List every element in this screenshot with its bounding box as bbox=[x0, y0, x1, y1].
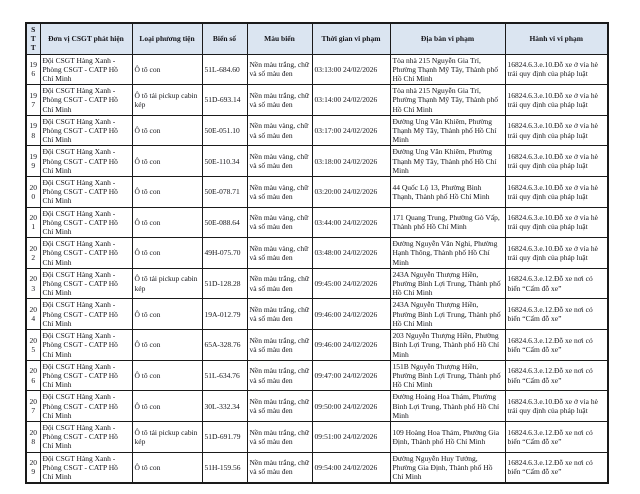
table-row bbox=[26, 299, 608, 330]
cell-violation-time: 09:54:00 24/02/2026 bbox=[312, 452, 390, 483]
cell-unit: Đội CSGT Hàng Xanh - Phòng CSGT - CATP Hồ Chí Minh bbox=[40, 54, 132, 85]
cell-violation-location: Đường Nguyễn Huy Tưởng, Phường Gia Định, Thành phố Hồ Chí Minh bbox=[390, 452, 505, 483]
cell-vehicle-type: Ô tô con bbox=[132, 452, 202, 483]
table-row bbox=[26, 452, 608, 483]
cell-stt: 208 bbox=[26, 421, 40, 452]
cell-violation-location: Tòa nhà 215 Nguyễn Gia Trí, Phường Thạnh Mỹ Tây, Thành phố Hồ Chí Minh bbox=[390, 85, 505, 116]
header-violation-act: Hành vi vi phạm bbox=[505, 23, 608, 54]
cell-unit: Đội CSGT Hàng Xanh - Phòng CSGT - CATP Hồ Chí Minh bbox=[40, 360, 132, 391]
cell-stt: 207 bbox=[26, 391, 40, 422]
header-violation-time: Thời gian vi phạm bbox=[312, 23, 390, 54]
cell-violation-time: 03:20:00 24/02/2026 bbox=[312, 177, 390, 208]
cell-vehicle-type: Ô tô con bbox=[132, 146, 202, 177]
cell-plate-color: Nền màu vàng, chữ và số màu đen bbox=[247, 238, 312, 269]
cell-plate-number: 49H-075.70 bbox=[202, 238, 247, 269]
cell-violation-location: Đường Ung Văn Khiêm, Phường Thạnh Mỹ Tây, Thành phố Hồ Chí Minh bbox=[390, 146, 505, 177]
cell-violation-location: Đường Nguyễn Văn Nghi, Phường Hạnh Thông, Thành phố Hồ Chí Minh bbox=[390, 238, 505, 269]
cell-violation-location: 151B Nguyễn Thượng Hiền, Phường Bình Lợi Trung, Thành phố Hồ Chí Minh bbox=[390, 360, 505, 391]
cell-plate-number: 51L-684.60 bbox=[202, 54, 247, 85]
cell-stt: 200 bbox=[26, 177, 40, 208]
table-body bbox=[26, 54, 608, 483]
cell-violation-time: 03:48:00 24/02/2026 bbox=[312, 238, 390, 269]
cell-vehicle-type: Ô tô con bbox=[132, 207, 202, 238]
cell-violation-time: 09:47:00 24/02/2026 bbox=[312, 360, 390, 391]
cell-plate-number: 65A-328.76 bbox=[202, 330, 247, 361]
cell-violation-act: 16824.6.3.e.10.Đỗ xe ở vỉa hè trái quy định của pháp luật bbox=[505, 115, 608, 146]
cell-violation-location: 243A Nguyễn Thượng Hiền, Phường Bình Lợi Trung, Thành phố Hồ Chí Minh bbox=[390, 299, 505, 330]
cell-violation-act: 16824.6.3.e.12.Đỗ xe nơi có biển “Cấm đỗ xe” bbox=[505, 360, 608, 391]
cell-violation-time: 03:17:00 24/02/2026 bbox=[312, 115, 390, 146]
cell-stt: 204 bbox=[26, 299, 40, 330]
cell-vehicle-type: Ô tô tải pickup cabin kép bbox=[132, 85, 202, 116]
cell-stt: 197 bbox=[26, 85, 40, 116]
table-row bbox=[26, 146, 608, 177]
cell-vehicle-type: Ô tô con bbox=[132, 238, 202, 269]
cell-violation-time: 03:13:00 24/02/2026 bbox=[312, 54, 390, 85]
header-vehicle-type: Loại phương tiện bbox=[132, 23, 202, 54]
table-row bbox=[26, 268, 608, 299]
cell-violation-act: 16824.6.3.e.12.Đỗ xe nơi có biển “Cấm đỗ xe” bbox=[505, 452, 608, 483]
cell-violation-time: 03:14:00 24/02/2026 bbox=[312, 85, 390, 116]
table-row bbox=[26, 85, 608, 116]
cell-violation-location: Đường Ung Văn Khiêm, Phường Thạnh Mỹ Tây, Thành phố Hồ Chí Minh bbox=[390, 115, 505, 146]
cell-violation-location: Tòa nhà 215 Nguyễn Gia Trí, Phường Thạnh Mỹ Tây, Thành phố Hồ Chí Minh bbox=[390, 54, 505, 85]
cell-violation-act: 16824.6.3.e.12.Đỗ xe nơi có biển “Cấm đỗ xe” bbox=[505, 421, 608, 452]
cell-stt: 201 bbox=[26, 207, 40, 238]
table-row bbox=[26, 391, 608, 422]
cell-plate-color: Nền màu vàng, chữ và số màu đen bbox=[247, 115, 312, 146]
table-row bbox=[26, 54, 608, 85]
header-stt: STT bbox=[26, 23, 40, 54]
cell-plate-number: 50E-110.34 bbox=[202, 146, 247, 177]
cell-violation-time: 03:18:00 24/02/2026 bbox=[312, 146, 390, 177]
table-row bbox=[26, 238, 608, 269]
cell-plate-color: Nền màu vàng, chữ và số màu đen bbox=[247, 177, 312, 208]
table-header-row bbox=[26, 23, 608, 54]
cell-violation-time: 09:50:00 24/02/2026 bbox=[312, 391, 390, 422]
cell-violation-act: 16824.6.3.e.10.Đỗ xe ở vỉa hè trái quy định của pháp luật bbox=[505, 85, 608, 116]
cell-vehicle-type: Ô tô con bbox=[132, 360, 202, 391]
cell-violation-time: 09:45:00 24/02/2026 bbox=[312, 268, 390, 299]
cell-violation-act: 16824.6.3.e.10.Đỗ xe ở vỉa hè trái quy định của pháp luật bbox=[505, 207, 608, 238]
cell-unit: Đội CSGT Hàng Xanh - Phòng CSGT - CATP Hồ Chí Minh bbox=[40, 207, 132, 238]
cell-unit: Đội CSGT Hàng Xanh - Phòng CSGT - CATP Hồ Chí Minh bbox=[40, 391, 132, 422]
cell-vehicle-type: Ô tô tải pickup cabin kép bbox=[132, 268, 202, 299]
header-plate-color: Màu biển bbox=[247, 23, 312, 54]
cell-violation-act: 16824.6.3.e.10.Đỗ xe ở vỉa hè trái quy định của pháp luật bbox=[505, 238, 608, 269]
cell-violation-time: 09:51:00 24/02/2026 bbox=[312, 421, 390, 452]
cell-violation-time: 09:46:00 24/02/2026 bbox=[312, 299, 390, 330]
table-row bbox=[26, 421, 608, 452]
cell-violation-act: 16824.6.3.e.12.Đỗ xe nơi có biển “Cấm đỗ xe” bbox=[505, 330, 608, 361]
cell-stt: 205 bbox=[26, 330, 40, 361]
cell-vehicle-type: Ô tô con bbox=[132, 391, 202, 422]
cell-unit: Đội CSGT Hàng Xanh - Phòng CSGT - CATP Hồ Chí Minh bbox=[40, 85, 132, 116]
header-unit: Đơn vị CSGT phát hiện bbox=[40, 23, 132, 54]
cell-violation-location: 44 Quốc Lộ 13, Phường Bình Thạnh, Thành phố Hồ Chí Minh bbox=[390, 177, 505, 208]
table-row bbox=[26, 115, 608, 146]
cell-plate-number: 30L-332.34 bbox=[202, 391, 247, 422]
document-page bbox=[25, 22, 609, 484]
cell-stt: 203 bbox=[26, 268, 40, 299]
cell-unit: Đội CSGT Hàng Xanh - Phòng CSGT - CATP Hồ Chí Minh bbox=[40, 115, 132, 146]
cell-vehicle-type: Ô tô tải pickup cabin kép bbox=[132, 421, 202, 452]
header-violation-location: Địa bàn vi phạm bbox=[390, 23, 505, 54]
cell-plate-color: Nền màu vàng, chữ và số màu đen bbox=[247, 146, 312, 177]
cell-vehicle-type: Ô tô con bbox=[132, 330, 202, 361]
cell-violation-location: 171 Quang Trung, Phường Gò Vấp, Thành phố Hồ Chí Minh bbox=[390, 207, 505, 238]
cell-plate-number: 51D-693.14 bbox=[202, 85, 247, 116]
cell-plate-number: 51H-159.56 bbox=[202, 452, 247, 483]
table-row bbox=[26, 360, 608, 391]
cell-vehicle-type: Ô tô con bbox=[132, 115, 202, 146]
cell-vehicle-type: Ô tô con bbox=[132, 177, 202, 208]
cell-vehicle-type: Ô tô con bbox=[132, 299, 202, 330]
header-plate-number: Biển số bbox=[202, 23, 247, 54]
cell-violation-act: 16824.6.3.e.12.Đỗ xe nơi có biển “Cấm đỗ xe” bbox=[505, 268, 608, 299]
traffic-violations-table bbox=[25, 22, 609, 484]
cell-stt: 199 bbox=[26, 146, 40, 177]
cell-stt: 202 bbox=[26, 238, 40, 269]
table-row bbox=[26, 207, 608, 238]
table-row bbox=[26, 330, 608, 361]
cell-violation-time: 03:44:00 24/02/2026 bbox=[312, 207, 390, 238]
cell-stt: 198 bbox=[26, 115, 40, 146]
cell-violation-time: 09:46:00 24/02/2026 bbox=[312, 330, 390, 361]
cell-violation-act: 16824.6.3.e.10.Đỗ xe ở vỉa hè trái quy định của pháp luật bbox=[505, 177, 608, 208]
cell-plate-color: Nền màu trắng, chữ và số màu đen bbox=[247, 330, 312, 361]
cell-plate-color: Nền màu vàng, chữ và số màu đen bbox=[247, 207, 312, 238]
cell-unit: Đội CSGT Hàng Xanh - Phòng CSGT - CATP Hồ Chí Minh bbox=[40, 146, 132, 177]
cell-plate-color: Nền màu trắng, chữ và số màu đen bbox=[247, 54, 312, 85]
cell-plate-number: 50E-078.71 bbox=[202, 177, 247, 208]
cell-violation-location: 109 Hoàng Hoa Thám, Phường Gia Định, Thành phố Hồ Chí Minh bbox=[390, 421, 505, 452]
cell-plate-number: 51L-634.76 bbox=[202, 360, 247, 391]
cell-plate-number: 51D-691.79 bbox=[202, 421, 247, 452]
cell-unit: Đội CSGT Hàng Xanh - Phòng CSGT - CATP Hồ Chí Minh bbox=[40, 238, 132, 269]
cell-plate-color: Nền màu trắng, chữ và số màu đen bbox=[247, 391, 312, 422]
cell-stt: 196 bbox=[26, 54, 40, 85]
cell-vehicle-type: Ô tô con bbox=[132, 54, 202, 85]
cell-plate-number: 51D-128.28 bbox=[202, 268, 247, 299]
cell-violation-location: Đường Hoàng Hoa Thám, Phường Bình Lợi Trung, Thành phố Hồ Chí Minh bbox=[390, 391, 505, 422]
cell-unit: Đội CSGT Hàng Xanh - Phòng CSGT - CATP Hồ Chí Minh bbox=[40, 330, 132, 361]
cell-violation-act: 16824.6.3.e.10.Đỗ xe ở vỉa hè trái quy định của pháp luật bbox=[505, 391, 608, 422]
cell-unit: Đội CSGT Hàng Xanh - Phòng CSGT - CATP Hồ Chí Minh bbox=[40, 452, 132, 483]
cell-plate-color: Nền màu trắng, chữ và số màu đen bbox=[247, 452, 312, 483]
table-row bbox=[26, 177, 608, 208]
cell-plate-number: 50E-088.64 bbox=[202, 207, 247, 238]
cell-violation-location: 243A Nguyễn Thượng Hiền, Phường Bình Lợi Trung, Thành phố Hồ Chí Minh bbox=[390, 268, 505, 299]
cell-plate-color: Nền màu trắng, chữ và số màu đen bbox=[247, 421, 312, 452]
cell-violation-act: 16824.6.3.e.10.Đỗ xe ở vỉa hè trái quy định của pháp luật bbox=[505, 146, 608, 177]
cell-stt: 209 bbox=[26, 452, 40, 483]
cell-plate-color: Nền màu trắng, chữ và số màu đen bbox=[247, 85, 312, 116]
cell-violation-act: 16824.6.3.e.10.Đỗ xe ở vỉa hè trái quy định của pháp luật bbox=[505, 54, 608, 85]
cell-plate-color: Nền màu trắng, chữ và số màu đen bbox=[247, 360, 312, 391]
cell-unit: Đội CSGT Hàng Xanh - Phòng CSGT - CATP Hồ Chí Minh bbox=[40, 177, 132, 208]
cell-plate-number: 50E-051.10 bbox=[202, 115, 247, 146]
cell-unit: Đội CSGT Hàng Xanh - Phòng CSGT - CATP Hồ Chí Minh bbox=[40, 421, 132, 452]
cell-violation-act: 16824.6.3.e.12.Đỗ xe nơi có biển “Cấm đỗ xe” bbox=[505, 299, 608, 330]
cell-unit: Đội CSGT Hàng Xanh - Phòng CSGT - CATP Hồ Chí Minh bbox=[40, 268, 132, 299]
cell-violation-location: 203 Nguyễn Thượng Hiền, Phường Bình Lợi Trung, Thành phố Hồ Chí Minh bbox=[390, 330, 505, 361]
cell-unit: Đội CSGT Hàng Xanh - Phòng CSGT - CATP Hồ Chí Minh bbox=[40, 299, 132, 330]
cell-plate-color: Nền màu trắng, chữ và số màu đen bbox=[247, 299, 312, 330]
cell-plate-number: 19A-012.79 bbox=[202, 299, 247, 330]
cell-plate-color: Nền màu trắng, chữ và số màu đen bbox=[247, 268, 312, 299]
cell-stt: 206 bbox=[26, 360, 40, 391]
